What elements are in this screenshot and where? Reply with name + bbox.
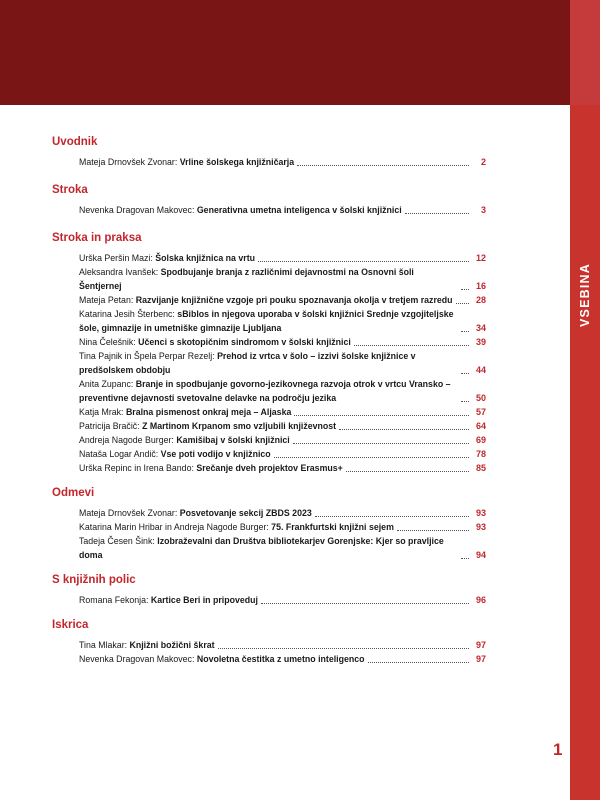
header-band: [0, 0, 570, 105]
dot-leader: [339, 429, 469, 430]
toc-entry[interactable]: [79, 534, 486, 562]
toc-entry[interactable]: [79, 335, 486, 349]
entry-page-number: 57: [475, 407, 486, 417]
entry-page-number: 93: [475, 522, 486, 532]
dot-leader: [274, 457, 469, 458]
entry-text: [79, 155, 294, 169]
entry-title: Razvijanje knjižnične vzgoje pri pouku spoznavanja okolja v tretjem razredu: [135, 295, 453, 305]
entry-author: Urška Repinc in Irena Bando:: [79, 463, 197, 473]
entry-text: [79, 638, 215, 652]
entry-list: [52, 203, 486, 217]
toc-entry[interactable]: [79, 419, 486, 433]
entry-text: [79, 335, 351, 349]
entry-author: Patricija Bračič:: [79, 421, 143, 431]
entry-page-number: 96: [475, 595, 486, 605]
entry-text: [79, 203, 402, 217]
toc-entry[interactable]: [79, 349, 486, 377]
entry-title: Vrline šolskega knjižničarja: [179, 157, 295, 167]
side-label-text: VSEBINA: [578, 263, 592, 327]
dot-leader: [261, 603, 469, 604]
entry-author: Romana Fekonja:: [79, 595, 151, 605]
section-title: Uvodnik: [52, 136, 98, 148]
entry-text: [79, 377, 458, 405]
entry-page-number: 44: [475, 365, 486, 375]
entry-title: Kamišibaj v šolski knjižnici: [176, 435, 290, 445]
entry-list: [52, 638, 486, 666]
entry-author: Nevenka Dragovan Makovec:: [79, 654, 197, 664]
dot-leader: [461, 373, 469, 374]
toc-entry[interactable]: [79, 293, 486, 307]
entry-title: sBiblos in njegova uporaba v šolski knjižnici Srednje vzgojiteljske šole, gimnazije in umetniške gimnazije Ljubljana: [79, 309, 454, 333]
dot-leader: [456, 303, 469, 304]
entry-title: 75. Frankfurtski knjižni sejem: [271, 522, 394, 532]
entry-title: Posvetovanje sekcij ZBDS 2023: [179, 508, 312, 518]
entry-title: Z Martinom Krpanom smo vzljubili književnost: [142, 421, 337, 431]
entry-page-number: 3: [480, 205, 486, 215]
entry-text: [79, 593, 258, 607]
toc-entry[interactable]: [79, 506, 486, 520]
entry-title: Bralna pismenost onkraj meja – Aljaska: [125, 407, 292, 417]
dot-leader: [397, 530, 469, 531]
toc-entry[interactable]: [79, 433, 486, 447]
entry-text: [79, 520, 394, 534]
dot-leader: [218, 648, 469, 649]
dot-leader: [461, 289, 469, 290]
entry-title: Generativna umetna inteligenca v šolski knjižnici: [196, 205, 402, 215]
dot-leader: [354, 345, 469, 346]
entry-page-number: 64: [475, 421, 486, 431]
entry-text: [79, 447, 271, 461]
toc-section: [52, 231, 486, 475]
dot-leader: [368, 662, 469, 663]
entry-list: [52, 506, 486, 562]
toc-entry[interactable]: [79, 265, 486, 293]
entry-author: Katarina Jesih Šterbenc:: [79, 309, 178, 319]
entry-page-number: 78: [475, 449, 486, 459]
toc-entry[interactable]: [79, 461, 486, 475]
entry-text: [79, 506, 312, 520]
toc-section: [52, 573, 486, 607]
section-title: Stroka: [52, 184, 88, 196]
entry-list: [52, 251, 486, 475]
entry-page-number: 97: [475, 640, 486, 650]
entry-title: Šolska knjižnica na vrtu: [155, 253, 255, 263]
entry-title: Novoletna čestitka z umetno inteligenco: [196, 654, 365, 664]
entry-text: [79, 307, 458, 335]
toc-entry[interactable]: [79, 405, 486, 419]
entry-text: [79, 534, 458, 562]
entry-title: Vse poti vodijo v knjižnico: [160, 449, 271, 459]
entry-title: Knjižni božični škrat: [129, 640, 215, 650]
entry-text: [79, 652, 365, 666]
toc-entry[interactable]: [79, 203, 486, 217]
dot-leader: [293, 443, 469, 444]
entry-page-number: 94: [475, 550, 486, 560]
toc-entry[interactable]: [79, 307, 486, 335]
entry-author: Katarina Marin Hribar in Andreja Nagode Burger:: [79, 522, 272, 532]
dot-leader: [461, 401, 469, 402]
entry-title: Učenci s skotopičnim sindromom v šolski knjižnici: [138, 337, 351, 347]
section-title: S knjižnih polic: [52, 574, 136, 586]
entry-page-number: 39: [475, 337, 486, 347]
entry-title: Prehod iz vrtca v šolo – izzivi šolske knjižnice v predšolskem obdobju: [79, 351, 416, 375]
entry-author: Katja Mrak:: [79, 407, 126, 417]
entry-page-number: 69: [475, 435, 486, 445]
entry-page-number: 50: [475, 393, 486, 403]
entry-author: Andreja Nagode Burger:: [79, 435, 177, 445]
entry-author: Nina Čelešnik:: [79, 337, 139, 347]
entry-text: [79, 433, 290, 447]
entry-author: Mateja Petan:: [79, 295, 136, 305]
entry-author: Nevenka Dragovan Makovec:: [79, 205, 197, 215]
entry-page-number: 97: [475, 654, 486, 664]
entry-text: [79, 265, 458, 293]
toc-section: [52, 486, 486, 562]
toc-section: [52, 618, 486, 666]
entry-text: [79, 349, 458, 377]
entry-text: [79, 405, 291, 419]
entry-text: [79, 461, 343, 475]
toc-entry[interactable]: [79, 593, 486, 607]
entry-author: Tadeja Česen Šink:: [79, 536, 158, 546]
entry-page-number: 93: [475, 508, 486, 518]
page-number: 1: [553, 740, 563, 759]
header-band-corner: [570, 0, 600, 105]
toc-entry[interactable]: [79, 155, 486, 169]
entry-page-number: 28: [475, 295, 486, 305]
dot-leader: [346, 471, 469, 472]
toc-entry[interactable]: [79, 520, 486, 534]
entry-author: Tina Mlakar:: [79, 640, 130, 650]
table-of-contents: [52, 135, 486, 677]
entry-author: Nataša Logar Andič:: [79, 449, 161, 459]
entry-author: Tina Pajnik in Špela Perpar Rezelj:: [79, 351, 218, 361]
entry-page-number: 85: [475, 463, 486, 473]
entry-page-number: 2: [480, 157, 486, 167]
entry-title: Izobraževalni dan Društva bibliotekarjev Gorenjske: Kjer so pravljice doma: [79, 536, 444, 560]
dot-leader: [461, 558, 469, 559]
section-title: Stroka in praksa: [52, 232, 142, 244]
entry-title: Branje in spodbujanje govorno-jezikovnega razvoja otrok v vrtcu Vransko – preventivne dejavnosti svetovalne delavke na področju jezika: [79, 379, 451, 403]
side-bar: [570, 105, 600, 800]
section-title: Iskrica: [52, 619, 89, 631]
entry-page-number: 34: [475, 323, 486, 333]
dot-leader: [297, 165, 469, 166]
toc-section: [52, 183, 486, 217]
section-title: Odmevi: [52, 487, 95, 499]
toc-entry[interactable]: [79, 447, 486, 461]
dot-leader: [258, 261, 469, 262]
entry-author: Anita Zupanc:: [79, 379, 136, 389]
entry-page-number: 12: [475, 253, 486, 263]
toc-entry[interactable]: [79, 251, 486, 265]
entry-author: Mateja Drnovšek Zvonar:: [79, 508, 180, 518]
entry-author: Mateja Drnovšek Zvonar:: [79, 157, 180, 167]
entry-author: Aleksandra Ivanšek:: [79, 267, 161, 277]
dot-leader: [461, 331, 469, 332]
entry-list: [52, 593, 486, 607]
toc-section: [52, 135, 486, 169]
entry-title: Spodbujanje branja z različnimi dejavnostmi na Osnovni šoli Šentjernej: [79, 267, 414, 291]
entry-title: Kartice Beri in pripoveduj: [150, 595, 258, 605]
entry-text: [79, 419, 336, 433]
dot-leader: [294, 415, 469, 416]
entry-text: [79, 293, 453, 307]
toc-entry[interactable]: [79, 652, 486, 666]
side-label: [570, 248, 600, 342]
entry-page-number: 16: [475, 281, 486, 291]
dot-leader: [315, 516, 469, 517]
toc-entry[interactable]: [79, 638, 486, 652]
entry-list: [52, 155, 486, 169]
toc-entry[interactable]: [79, 377, 486, 405]
entry-title: Srečanje dveh projektov Erasmus+: [196, 463, 343, 473]
entry-text: [79, 251, 255, 265]
dot-leader: [405, 213, 469, 214]
entry-author: Urška Peršin Mazi:: [79, 253, 156, 263]
